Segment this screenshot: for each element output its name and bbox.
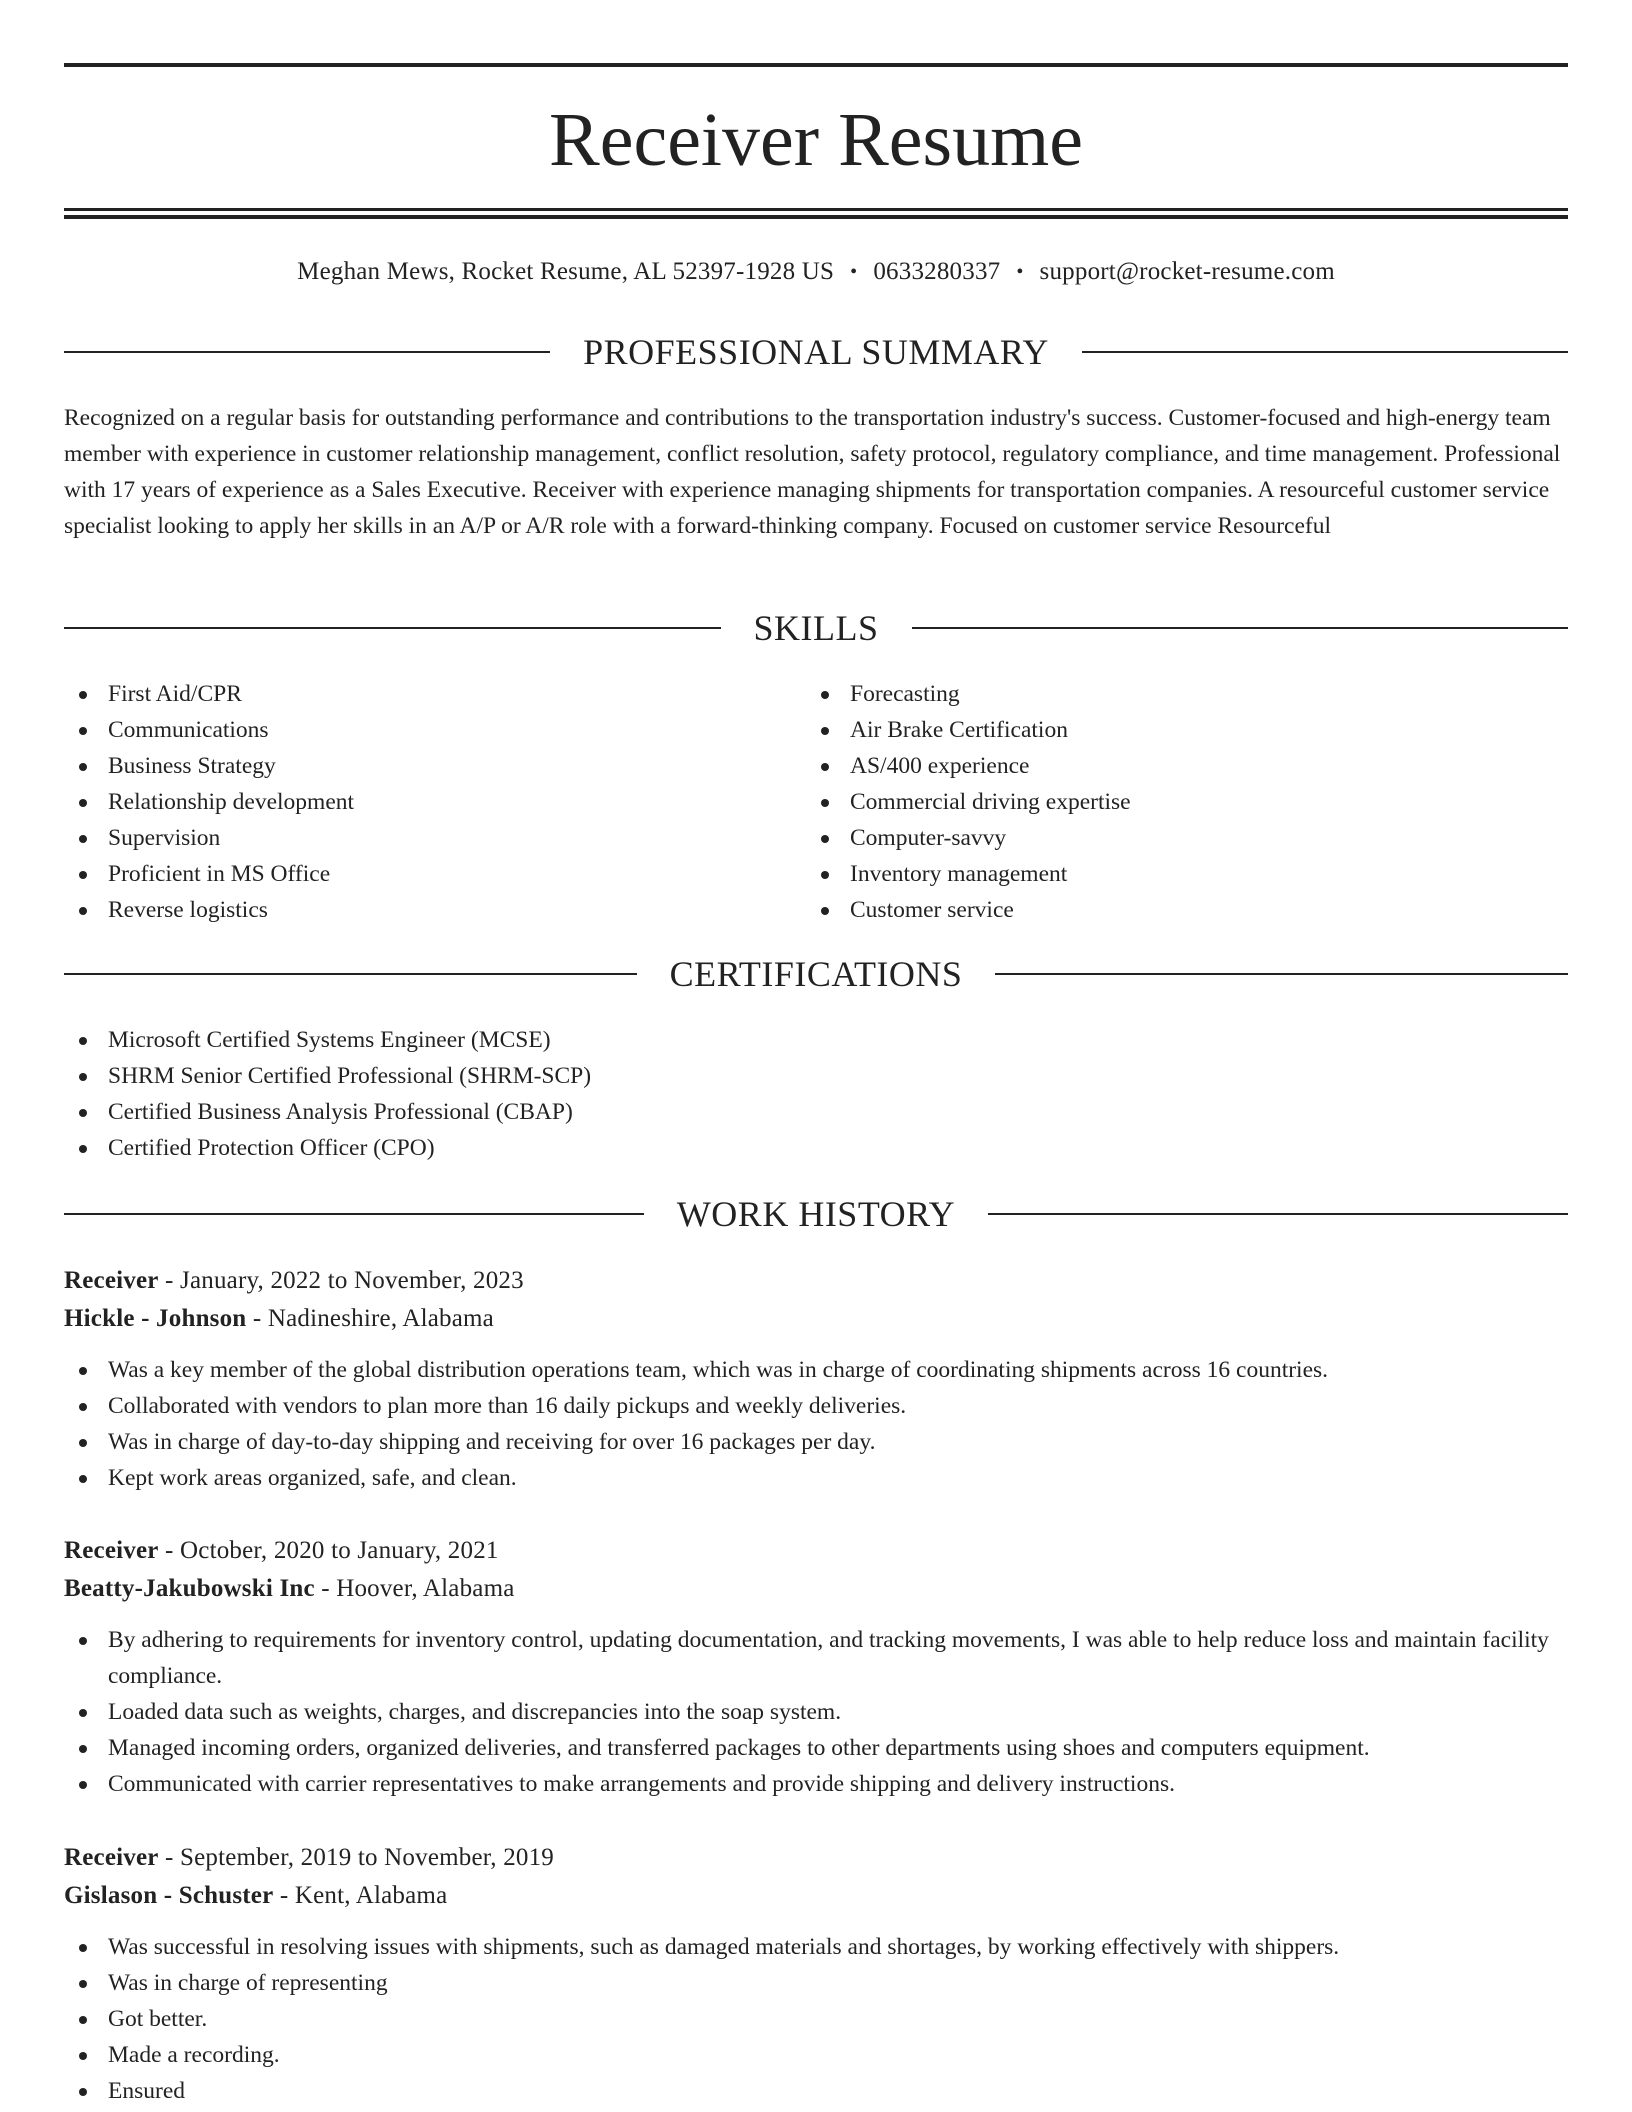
divider-line (64, 973, 637, 975)
section-title-summary: PROFESSIONAL SUMMARY (583, 332, 1049, 372)
section-heading-summary (64, 330, 1568, 374)
job-bullet: Ensured (64, 2073, 1568, 2109)
certification-item: Certified Protection Officer (CPO) (64, 1130, 1568, 1166)
job-title-line (64, 1532, 1568, 1570)
job-bullet: Was in charge of day-to-day shipping and receiving for over 16 packages per day. (64, 1424, 1568, 1460)
job-title: Receiver (64, 1844, 159, 1871)
job-title-line (64, 1262, 1568, 1300)
skill-item: Supervision (64, 820, 804, 856)
skill-item: AS/400 experience (806, 748, 1546, 784)
certification-item: Microsoft Certified Systems Engineer (MCSE) (64, 1022, 1568, 1058)
job-bullet: Got better. (64, 2001, 1568, 2037)
job-title: Receiver (64, 1267, 159, 1294)
skill-item: Customer service (806, 892, 1546, 928)
divider-line (64, 351, 550, 353)
job-company: Gislason - Schuster (64, 1882, 274, 1909)
skill-item: Communications (64, 712, 804, 748)
section-heading-certifications (64, 952, 1568, 996)
contact-separator: • (850, 261, 858, 283)
skill-item: Inventory management (806, 856, 1546, 892)
skill-item: Air Brake Certification (806, 712, 1546, 748)
section-heading-skills (64, 606, 1568, 650)
top-rule (64, 63, 1568, 67)
contact-line (64, 255, 1568, 289)
job-bullet: Managed incoming orders, organized deliveries, and transferred packages to other departments using shoes and computers equipment. (64, 1730, 1568, 1766)
job-bullet: Collaborated with vendors to plan more than 16 daily pickups and weekly deliveries. (64, 1388, 1568, 1424)
divider-line (64, 627, 721, 629)
job-entry (64, 1262, 1568, 1496)
divider-line (64, 1213, 644, 1215)
section-title-certifications: CERTIFICATIONS (669, 954, 963, 994)
section-title-work-history: WORK HISTORY (676, 1194, 956, 1234)
title-rule-upper (64, 208, 1568, 211)
summary-text: Recognized on a regular basis for outstanding performance and contributions to the transportation industry's success. Customer-focused and high-energy team member with experience in customer relationship management, conflict resolution, safety protocol, regulatory compliance, and time management. Professional with 17 years of experience as a Sales Executive. Receiver with experience managing shipments for transportation companies. A resourceful customer service specialist looking to apply her skills in an A/P or A/R role with a forward-thinking company. Focused on customer service Resourceful (64, 405, 1561, 539)
job-bullets (64, 1622, 1568, 1802)
skill-item: First Aid/CPR (64, 676, 804, 712)
divider-line (912, 627, 1569, 629)
certifications-list (64, 1022, 1568, 1166)
divider-line (988, 1213, 1568, 1215)
skill-item: Proficient in MS Office (64, 856, 804, 892)
job-bullet: Made a recording. (64, 2037, 1568, 2073)
contact-phone: 0633280337 (873, 258, 1001, 285)
contact-address: Meghan Mews, Rocket Resume, AL 52397-1928 US (297, 258, 835, 285)
section-heading-work-history (64, 1192, 1568, 1236)
contact-email: support@rocket-resume.com (1039, 258, 1335, 285)
skill-item: Business Strategy (64, 748, 804, 784)
skill-item: Reverse logistics (64, 892, 804, 928)
job-company-line (64, 1877, 1568, 1915)
job-location: - Kent, Alabama (273, 1882, 448, 1909)
job-title: Receiver (64, 1537, 159, 1564)
skill-item: Computer-savvy (806, 820, 1546, 856)
certification-item: Certified Business Analysis Professional (CBAP) (64, 1094, 1568, 1130)
job-bullet: Communicated with carrier representatives to make arrangements and provide shipping and delivery instructions. (64, 1766, 1568, 1802)
job-bullet: By adhering to requirements for inventory control, updating documentation, and tracking movements, I was able to help reduce loss and maintain facility compliance. (64, 1622, 1568, 1694)
section-title-skills: SKILLS (753, 608, 879, 648)
job-dates: - January, 2022 to November, 2023 (158, 1267, 524, 1294)
job-entry (64, 1532, 1568, 1802)
job-company: Hickle - Johnson (64, 1305, 247, 1332)
skill-item: Commercial driving expertise (806, 784, 1546, 820)
skills-list-right (806, 676, 1546, 928)
job-bullet: Loaded data such as weights, charges, and discrepancies into the soap system. (64, 1694, 1568, 1730)
job-entry (64, 1839, 1568, 2109)
job-title-line (64, 1839, 1568, 1877)
job-dates: - October, 2020 to January, 2021 (158, 1537, 499, 1564)
job-bullets (64, 1352, 1568, 1496)
job-company-line (64, 1570, 1568, 1608)
page-title: Receiver Resume (549, 98, 1083, 182)
skills-list-left (64, 676, 804, 928)
divider-line (1082, 351, 1568, 353)
job-company-line (64, 1300, 1568, 1338)
certification-item: SHRM Senior Certified Professional (SHRM-SCP) (64, 1058, 1568, 1094)
skill-item: Forecasting (806, 676, 1546, 712)
title-rule-lower (64, 215, 1568, 219)
job-company: Beatty-Jakubowski Inc (64, 1575, 315, 1602)
divider-line (995, 973, 1568, 975)
job-bullet: Was a key member of the global distribution operations team, which was in charge of coordinating shipments across 16 countries. (64, 1352, 1568, 1388)
job-bullet: Was in charge of representing (64, 1965, 1568, 2001)
job-bullet: Was successful in resolving issues with shipments, such as damaged materials and shortages, by working effectively with shippers. (64, 1929, 1568, 1965)
skill-item: Relationship development (64, 784, 804, 820)
job-dates: - September, 2019 to November, 2019 (158, 1844, 554, 1871)
job-bullet: Kept work areas organized, safe, and clean. (64, 1460, 1568, 1496)
job-location: - Hoover, Alabama (314, 1575, 515, 1602)
job-location: - Nadineshire, Alabama (246, 1305, 494, 1332)
job-bullets (64, 1929, 1568, 2109)
contact-separator: • (1016, 261, 1024, 283)
